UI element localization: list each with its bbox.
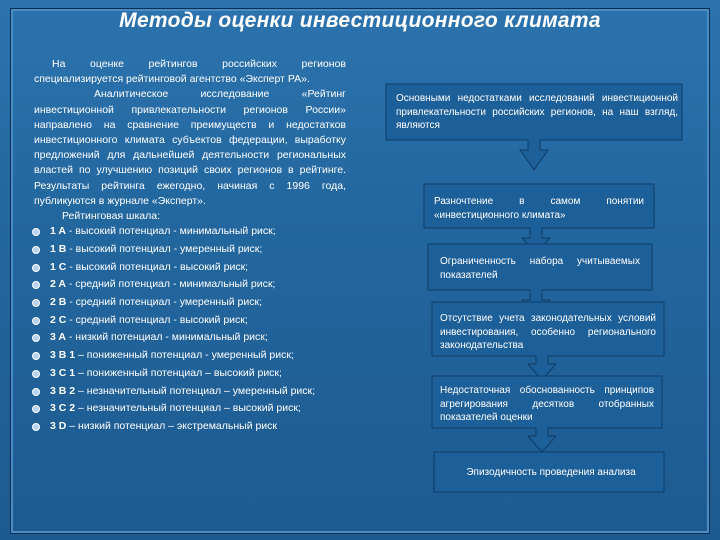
list-item (34, 313, 346, 328)
bullet-icon (32, 246, 40, 254)
bullet-icon (32, 228, 40, 236)
drawback-item-3: Отсутствие учета законодательных условий инвестирования, особенно регионального законодательства (440, 313, 656, 351)
research-paragraph: Аналитическое исследование «Рейтинг инвестиционной привлекательности регионов России» направлено на сравнение преимуществ и недостатков инвестиционного климата субъектов федерации, выработку предложений для дальнейшей деятельности региональных властей по улучшению позиций своих регионов в рейтинге. Результаты рейтинга ежегодно, начиная с 1996 года, публикуются в журнале «Эксперт». (34, 88, 346, 207)
drawback-item-2: Ограниченность набора учитываемых показателей (440, 256, 640, 281)
drawback-item-4: Недостаточная обоснованность принципов агрегирования десятков отобранных показателей оценки (440, 385, 654, 423)
rating-code: 3 C 1 (50, 366, 76, 379)
rating-code: 3 C 2 (50, 402, 76, 415)
right-flow-column (382, 0, 712, 540)
rating-description: – низкий потенциал – экстремальный риск (66, 419, 278, 432)
drawbacks-header: Основными недостатками исследований инвестиционной привлекательности российских регионов, на наш взгляд, являются (396, 93, 678, 131)
rating-code: 2 B (50, 296, 67, 309)
rating-description: - средний потенциал - высокий риск; (66, 313, 248, 326)
rating-code: 3 A (50, 331, 66, 344)
list-item (34, 419, 346, 434)
rating-code: 1 B (50, 242, 67, 255)
bullet-icon (32, 317, 40, 325)
bullet-icon (32, 299, 40, 307)
rating-code: 1 C (50, 260, 67, 273)
bullet-icon (32, 352, 40, 360)
drawback-item-1: Разночтение в самом понятии «инвестиционного климата» (434, 196, 644, 221)
rating-description: - средний потенциал - минимальный риск; (65, 278, 276, 291)
rating-code: 2 C (50, 313, 67, 326)
slide-title: Методы оценки инвестиционного климата (119, 9, 601, 32)
rating-description: - высокий потенциал - высокий риск; (66, 260, 249, 273)
list-item (34, 366, 346, 381)
list-item (34, 330, 346, 345)
list-item (34, 224, 346, 239)
rating-description: - высокий потенциал - минимальный риск; (65, 225, 276, 238)
rating-code: 2 A (50, 278, 66, 291)
list-item (34, 384, 346, 399)
list-item (34, 295, 346, 310)
rating-description: – незначительный потенциал – умеренный риск; (75, 384, 316, 397)
rating-description: – незначительный потенциал – высокий риск; (75, 402, 301, 415)
bullet-icon (32, 281, 40, 289)
intro-paragraph: На оценке рейтингов российских регионов специализируется рейтинговой агентство «Эксперт РА». (34, 58, 346, 86)
list-item (34, 242, 346, 257)
bullet-icon (32, 388, 40, 396)
rating-description: – пониженный потенциал – высокий риск; (75, 366, 282, 379)
drawback-item-5: Эпизодичность проведения анализа (466, 467, 636, 478)
list-item (34, 348, 346, 363)
rating-description: – пониженный потенциал - умеренный риск; (75, 349, 294, 362)
bullet-icon (32, 405, 40, 413)
bullet-icon (32, 423, 40, 431)
left-text-column (34, 57, 346, 437)
list-item (34, 277, 346, 292)
rating-description: - высокий потенциал - умеренный риск; (66, 242, 263, 255)
bullet-icon (32, 334, 40, 342)
rating-code: 3 D (50, 419, 67, 432)
rating-scale-list (34, 224, 346, 434)
rating-code: 1 A (50, 225, 66, 238)
rating-description: - средний потенциал - умеренный риск; (66, 296, 263, 309)
rating-description: - низкий потенциал - минимальный риск; (65, 331, 268, 344)
scale-title: Рейтинговая шкала: (62, 210, 161, 223)
list-item (34, 401, 346, 416)
list-item (34, 260, 346, 275)
rating-code: 3 B 2 (50, 384, 76, 397)
bullet-icon (32, 264, 40, 272)
bullet-icon (32, 370, 40, 378)
rating-code: 3 B 1 (50, 349, 76, 362)
